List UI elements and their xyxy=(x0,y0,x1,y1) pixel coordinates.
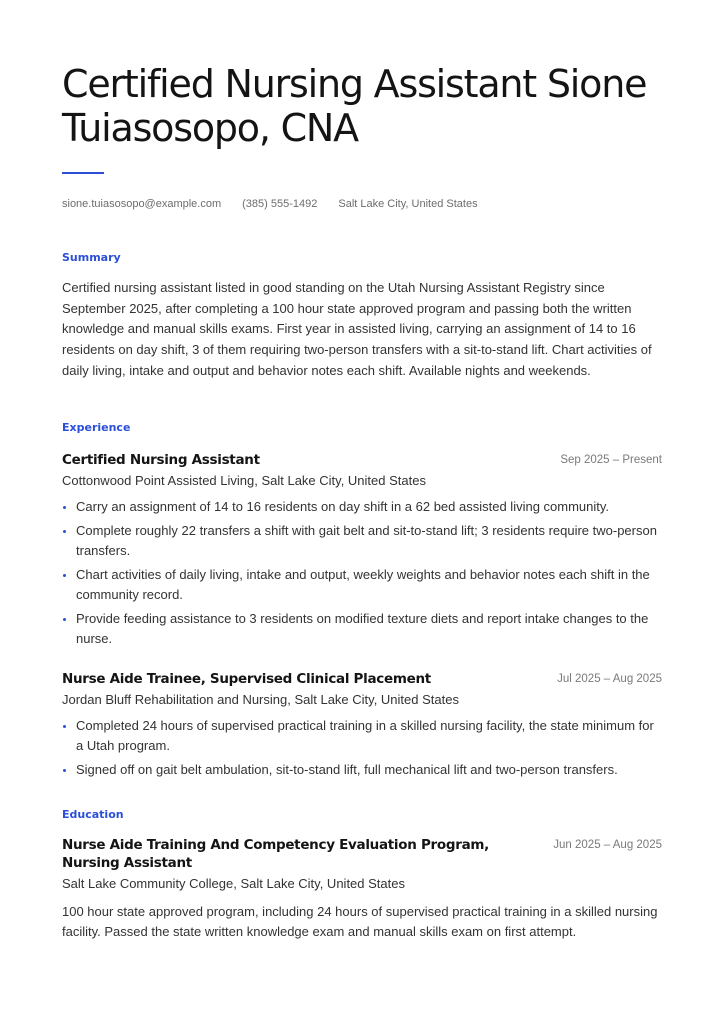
job-bullets xyxy=(62,497,662,649)
job-dates: Jul 2025 – Aug 2025 xyxy=(557,673,662,686)
experience-entry-header xyxy=(62,451,662,469)
section-title-summary: Summary xyxy=(62,251,121,264)
job-title: Nurse Aide Trainee, Supervised Clinical Placement xyxy=(62,671,431,688)
contact-email[interactable]: sione.tuiasosopo@example.com xyxy=(62,198,222,210)
degree-title: Nurse Aide Training And Competency Evaluation Program, Nursing Assistant xyxy=(62,836,490,871)
education-entry-header xyxy=(62,836,662,872)
bullet-item: Carry an assignment of 14 to 16 residents on day shift in a 62 bed assisted living community. xyxy=(62,497,661,517)
education-institution: Salt Lake Community College, Salt Lake City, United States xyxy=(62,875,405,891)
job-title: Certified Nursing Assistant xyxy=(62,451,260,468)
section-title-education: Education xyxy=(62,807,124,821)
experience-entry-header xyxy=(62,670,662,688)
contact-phone[interactable]: (385) 555-1492 xyxy=(242,198,318,210)
job-organization: Jordan Bluff Rehabilitation and Nursing, Salt Lake City, United States xyxy=(62,692,459,708)
experience-entry xyxy=(62,670,662,780)
contact-info xyxy=(62,197,662,211)
job-dates: Sep 2025 – Present xyxy=(560,453,662,466)
bullet-item: Chart activities of daily living, intake and output, weekly weights and behavior notes each shift in the community record. xyxy=(62,565,661,604)
bullet-item: Signed off on gait belt ambulation, sit-to-stand lift, full mechanical lift and two-person transfers. xyxy=(62,760,661,780)
bullet-item: Complete roughly 22 transfers a shift with gait belt and sit-to-stand lift; 3 residents require two-person transfers. xyxy=(62,521,661,560)
contact-location: Salt Lake City, United States xyxy=(338,198,478,210)
summary-text: Certified nursing assistant listed in good standing on the Utah Nursing Assistant Registry since September 2025, after completing a 100 hour state approved program and passing both the written knowledge and manual skills exams. First year in assisted living, carrying an assignment of 14 to 16 residents on day shift, 3 of them requiring two-person transfers with a sit-to-stand lift. Chart activities of daily living, intake and output and behavior notes each shift. Available nights and weekends. xyxy=(62,280,652,378)
education-entry xyxy=(62,836,662,942)
accent-divider xyxy=(62,172,104,174)
education-description: 100 hour state approved program, including 24 hours of supervised practical training in a skilled nursing facility. Passed the state written knowledge exam and manual skills exam on first attempt. xyxy=(62,903,658,939)
section-title-experience: Experience xyxy=(62,420,131,434)
experience-entry xyxy=(62,451,662,649)
bullet-item: Completed 24 hours of supervised practical training in a skilled nursing facility, the state minimum for a Utah program. xyxy=(62,716,661,755)
bullet-item: Provide feeding assistance to 3 residents on modified texture diets and report intake changes to the nurse. xyxy=(62,609,661,648)
job-organization: Cottonwood Point Assisted Living, Salt Lake City, United States xyxy=(62,472,426,488)
candidate-name: Certified Nursing Assistant Sione Tuiasosopo, CNA xyxy=(62,62,647,150)
job-bullets xyxy=(62,716,662,780)
education-dates: Jun 2025 – Aug 2025 xyxy=(553,838,662,851)
